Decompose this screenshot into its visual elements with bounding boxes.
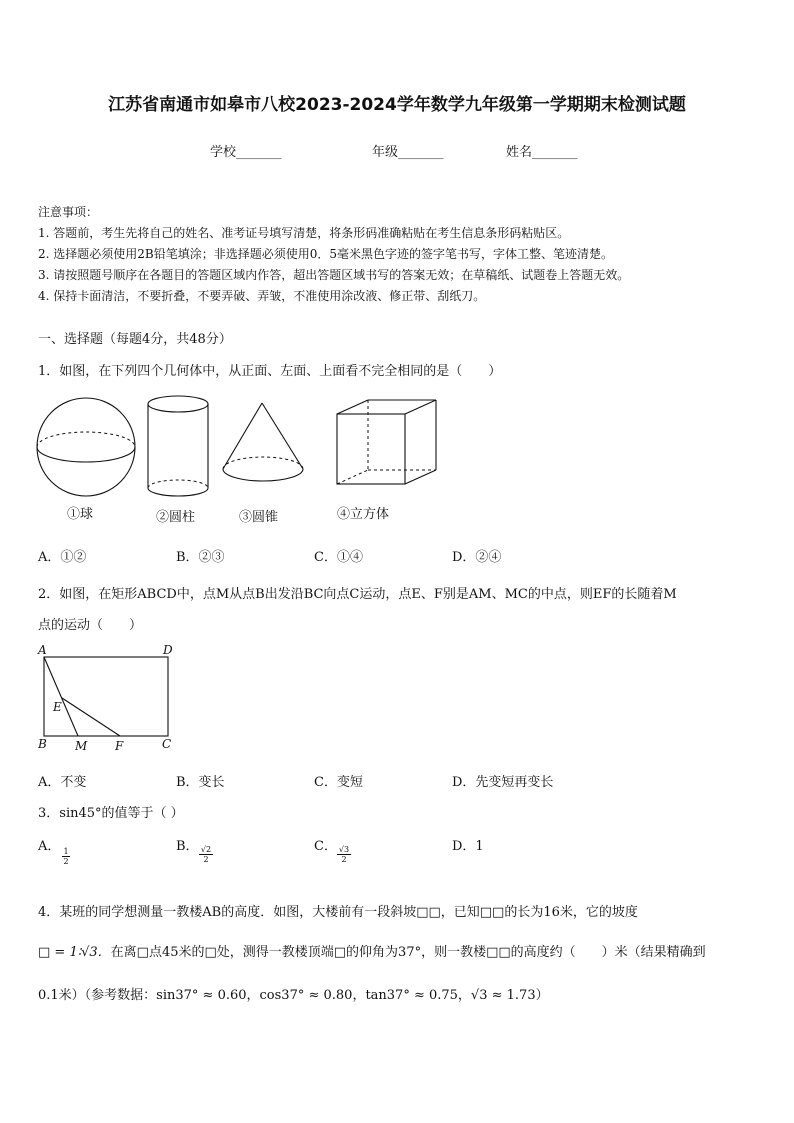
cube-caption: ④立方体 [337,507,390,522]
q2-stem-line2: 点的运动（ ） [38,618,143,633]
q4-line3: 0.1米）（参考数据：sin37° ≈ 0.60，cos37° ≈ 0.80，tan37° ≈ 0.75，√3 ≈ 1.73） [38,988,549,1003]
q3-option-b: B． [176,839,199,854]
page-title: 江苏省南通市如皋市八校2023-2024学年数学九年级第一学期期末检测试题 [108,95,686,115]
cone-caption: ③圆锥 [239,510,279,525]
q3-frac-b: √2 2 [200,845,212,864]
q2-option-b: B．变长 [176,775,225,790]
sphere-caption: ①球 [67,507,94,522]
q3-option-c: C． [314,839,337,854]
q1-option-b: B．②③ [176,550,225,565]
label-f: F [115,739,124,753]
note-item: 3. 请按照题号顺序在各题目的答题区域内作答，超出答题区域书写的答案无效；在草稿纸、试题卷上答题无效。 [38,268,630,282]
grade-field: 年级_______ [372,145,444,160]
q3-frac-c: √3 2 [338,845,350,864]
q2-option-d: D．先变短再变长 [452,775,554,790]
q4-slope: □ = 1∶√3． [38,945,111,960]
q1-option-d: D．②④ [452,550,502,565]
label-c: C [162,737,172,751]
notes-heading: 注意事项： [38,205,99,219]
q1-option-c: C．①④ [314,550,363,565]
note-item: 1. 答题前，考生先将自己的姓名、准考证号填写清楚，将条形码准确粘贴在考生信息条形码粘贴区。 [38,226,570,240]
name-field: 姓名_______ [506,145,578,160]
q3-frac-a: 1 2 [63,847,69,866]
q3-option-d: D．1 [452,839,484,854]
q4-line2-rest: 在离□点45米的□处，测得一教楼顶端□的仰角为37°，则一教楼□□的高度约（ ）米（结果精确到 [110,945,706,960]
label-b: B [38,737,47,751]
label-m: M [75,739,88,753]
label-a: A [38,643,47,657]
section-heading: 一、选择题（每题4分，共48分） [38,332,232,347]
q1-option-a: A．①② [38,550,87,565]
q3-option-a: A． [38,839,61,854]
q2-stem-line1: 2．如图，在矩形ABCD中，点M从点B出发沿BC向点C运动，点E、F别是AM、MC的中点，则EF的长随着M [38,587,677,602]
label-d: D [163,643,173,657]
q4-line2 [38,941,706,960]
note-item: 4. 保持卡面清洁，不要折叠，不要弄破、弄皱，不准使用涂改液、修正带、刮纸刀。 [38,289,486,303]
q2-option-a: A．不变 [38,775,87,790]
q1-stem: 1．如图，在下列四个几何体中，从正面、左面、上面看不完全相同的是（ ） [38,364,502,379]
label-e: E [53,700,62,714]
school-field: 学校_______ [210,145,282,160]
q3-stem: 3．sin45°的值等于（ ） [38,806,184,821]
q2-option-c: C．变短 [314,775,363,790]
cylinder-caption: ②圆柱 [156,510,196,525]
note-item: 2. 选择题必须使用2B铅笔填涂；非选择题必须使用0．5毫米黑色字迹的签字笔书写，字体工整、笔迹清楚。 [38,247,613,261]
q4-line1: 4．某班的同学想测量一教楼AB的高度．如图，大楼前有一段斜坡□□，已知□□的长为16米，它的坡度 [38,905,638,920]
